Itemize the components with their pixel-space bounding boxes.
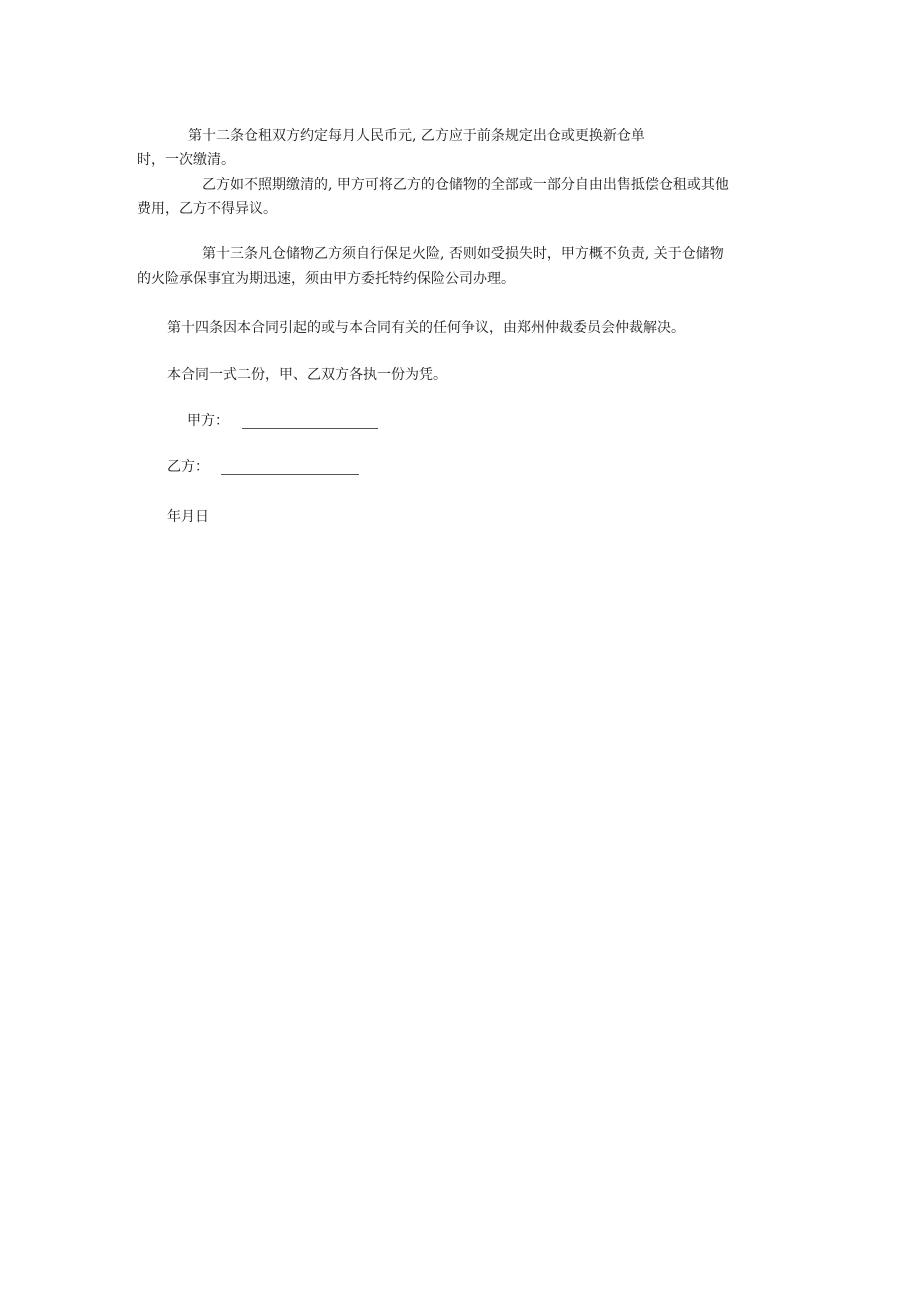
article-12-line-1: 第十二条仓租双方约定每月人民币元, 乙方应于前条规定出仓或更换新仓单 <box>188 128 645 144</box>
article-13-line-2: 的火险承保事宜为期迅速，须由甲方委托特约保险公司办理。 <box>137 271 515 287</box>
party-b-label: 乙方： <box>167 459 209 475</box>
date-label: 年月日 <box>167 509 209 525</box>
article-12-late-payment-line-2: 费用，乙方不得异议。 <box>137 201 277 217</box>
article-12-line-2: 时，一次缴清。 <box>137 152 235 168</box>
party-a-signature-line <box>242 428 378 429</box>
article-13-line-1: 第十三条凡仓储物乙方须自行保足火险, 否则如受损失时，甲方概不负责, 关于仓储物 <box>202 246 724 262</box>
article-12-late-payment-line-1: 乙方如不照期缴清的, 甲方可将乙方的仓储物的全部或一部分自由出售抵偿仓租或其他 <box>202 177 729 193</box>
copies-clause: 本合同一式二份，甲、乙双方各执一份为凭。 <box>167 367 447 383</box>
article-14: 第十四条因本合同引起的或与本合同有关的任何争议，由郑州仲裁委员会仲裁解决。 <box>167 320 685 336</box>
party-b-signature-line <box>221 474 359 475</box>
party-a-label: 甲方： <box>187 413 229 429</box>
